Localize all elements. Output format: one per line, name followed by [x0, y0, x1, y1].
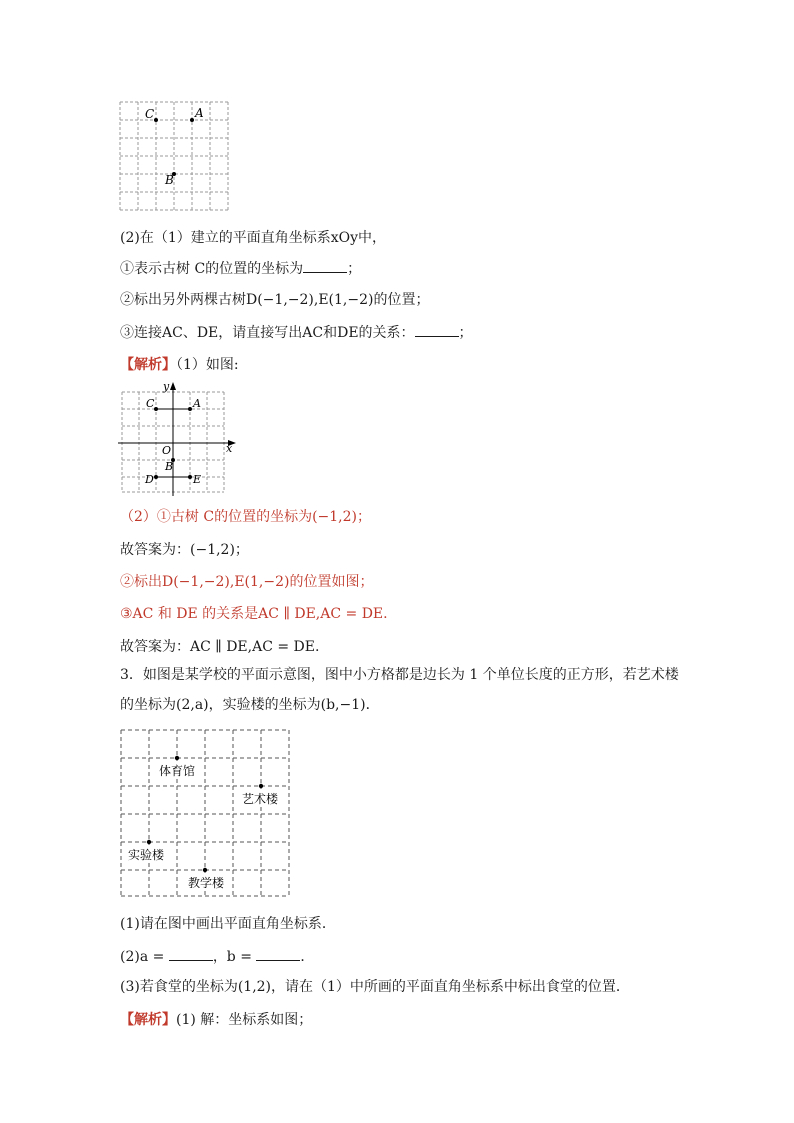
- axis-y-label: y: [163, 380, 170, 393]
- label-b: B: [165, 173, 174, 187]
- q3-part-2: (2)a = ，b = ．: [120, 946, 314, 967]
- q3-part-1: (1)请在图中画出平面直角坐标系．: [120, 916, 336, 932]
- point-gym: [175, 756, 179, 760]
- solution-line-1: （2）①古树 C的位置的坐标为(−1,2)；: [120, 509, 371, 525]
- q2-item2: ②标出另外两棵古树D(−1,−2),E(1,−2)的位置；: [120, 292, 430, 308]
- point-a: [188, 407, 192, 411]
- point-c: [154, 407, 158, 411]
- label-lab: 实验楼: [128, 848, 165, 862]
- answer-blank-b[interactable]: [256, 946, 300, 961]
- point-lab: [147, 840, 151, 844]
- label-gym: 体育馆: [159, 764, 196, 778]
- solution-line-2: ②标出D(−1,−2),E(1,−2)的位置如图；: [120, 574, 374, 590]
- point-teach: [203, 868, 207, 872]
- q2-item3: ③连接AC、DE，请直接写出AC和DE的关系： ；: [120, 322, 473, 343]
- label-teach: 教学楼: [188, 876, 225, 890]
- answer-blank-a[interactable]: [169, 946, 213, 961]
- point-d: [154, 475, 158, 479]
- answer-blank[interactable]: [303, 258, 347, 273]
- q2-item1: ①表示古树 C的位置的坐标为 ；: [120, 258, 361, 279]
- origin-label: O: [162, 444, 172, 457]
- point-e: [188, 475, 192, 479]
- q3-solution: 【解析】(1) 解：坐标系如图；: [120, 1012, 313, 1028]
- label-c: C: [145, 107, 155, 121]
- q2-title: (2)在（1）建立的平面直角坐标系xOy中，: [120, 230, 387, 246]
- point-art: [259, 784, 263, 788]
- label-c: C: [146, 397, 155, 410]
- grid-figure-1: [118, 100, 230, 212]
- label-e: E: [193, 473, 202, 486]
- school-map-figure: [118, 727, 294, 899]
- label-art: 艺术楼: [242, 792, 279, 806]
- label-d: D: [145, 473, 154, 486]
- solution-answer-1: 故答案为：(−1,2)；: [120, 542, 249, 558]
- axis-x-label: x: [226, 442, 233, 455]
- point-c: [154, 118, 158, 122]
- q3-line-1: 3．如图是某学校的平面示意图，图中小方格都是边长为 1 个单位长度的正方形，若艺术楼: [120, 667, 679, 683]
- label-a: A: [193, 397, 201, 410]
- label-b: B: [165, 460, 174, 473]
- solution-header: 【解析】（1）如图:: [120, 357, 239, 373]
- q3-line-2: 的坐标为(2,a)，实验楼的坐标为(b,−1)．: [120, 697, 380, 713]
- coordinate-figure: [118, 380, 240, 496]
- q3-part-3: (3)若食堂的坐标为(1,2)，请在（1）中所画的平面直角坐标系中标出食堂的位置．: [120, 979, 630, 995]
- solution-answer-3: 故答案为：AC ∥ DE,AC = DE.: [120, 639, 320, 655]
- answer-blank[interactable]: [415, 322, 459, 337]
- label-a: A: [195, 106, 204, 120]
- solution-line-3: ③AC 和 DE 的关系是AC ∥ DE,AC = DE.: [120, 606, 388, 622]
- point-a: [190, 118, 194, 122]
